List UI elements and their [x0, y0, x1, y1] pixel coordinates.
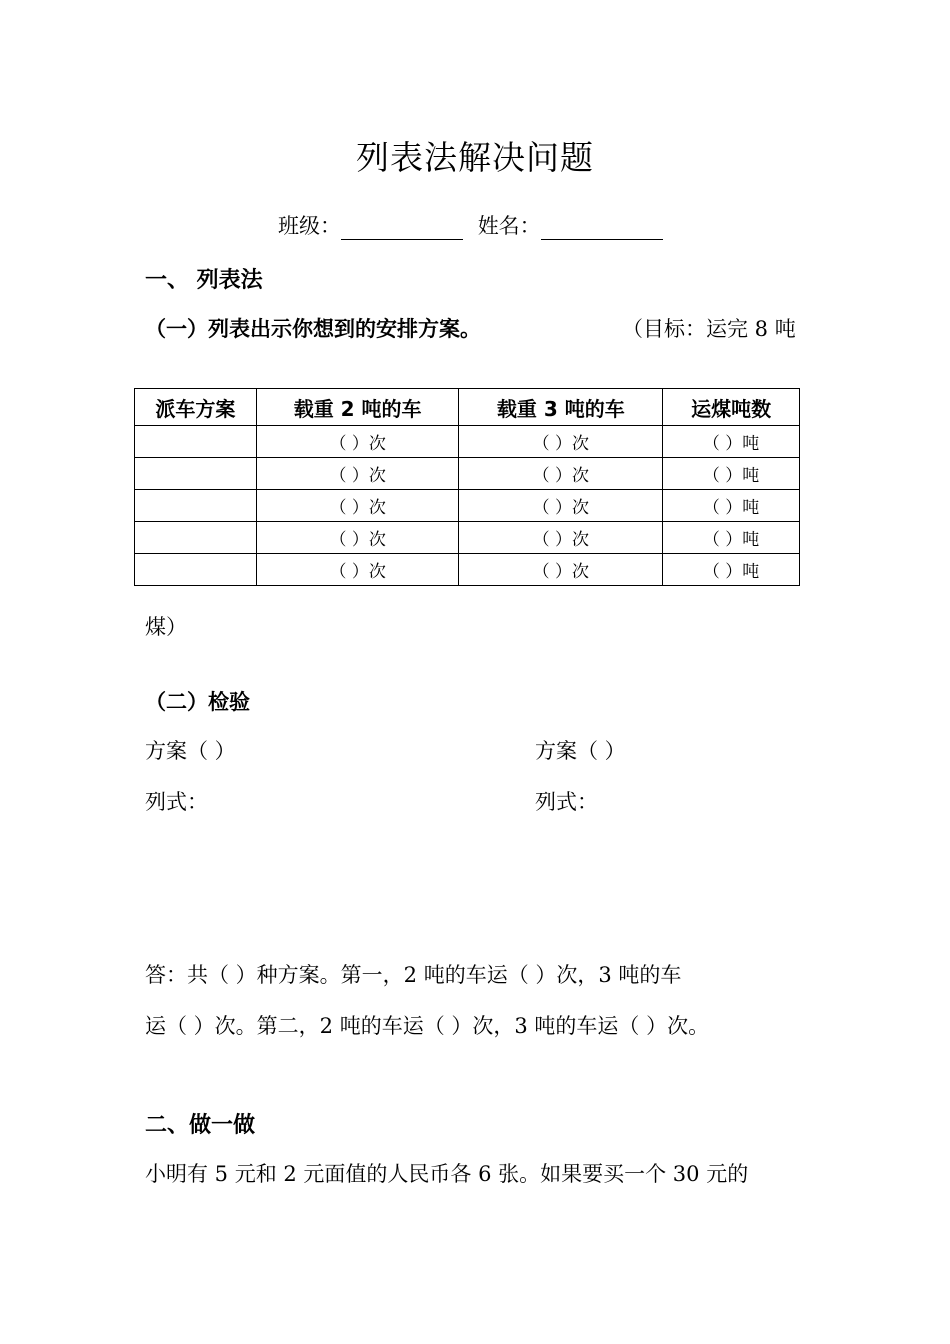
plan-cell[interactable]	[135, 458, 257, 490]
tons-cell[interactable]: （ ）吨	[663, 426, 800, 458]
trips-3ton-cell[interactable]: （ ）次	[459, 458, 663, 490]
plan-cell[interactable]	[135, 554, 257, 586]
class-label: 班级：	[278, 214, 341, 238]
trips-3ton-cell[interactable]: （ ）次	[459, 554, 663, 586]
trips-3ton-cell[interactable]: （ ）次	[459, 490, 663, 522]
page-title: 列表法解决问题	[356, 138, 594, 177]
table-row	[135, 426, 800, 458]
section1-heading: 一、 列表法	[145, 268, 263, 293]
plan-cell[interactable]	[135, 522, 257, 554]
formula-left: 列式：	[145, 790, 208, 814]
header-plan: 派车方案	[135, 389, 257, 426]
answer-line-2: 运（ ）次。第二，2 吨的车运（ ）次，3 吨的车运（ ）次。	[145, 1014, 710, 1038]
student-info	[278, 210, 671, 240]
table-header-row	[135, 389, 800, 426]
section1-sub1: （一）列表出示你想到的安排方案。	[145, 317, 481, 341]
answer-line-1: 答：共（ ）种方案。第一，2 吨的车运（ ）次，3 吨的车	[145, 963, 682, 987]
trips-2ton-cell[interactable]: （ ）次	[256, 554, 459, 586]
goal-text-end: 煤）	[145, 615, 187, 639]
plan-right: 方案（ ）	[535, 739, 626, 763]
header-3ton: 载重 3 吨的车	[459, 389, 663, 426]
tons-cell[interactable]: （ ）吨	[663, 490, 800, 522]
plan-table	[134, 388, 800, 586]
formula-right: 列式：	[535, 790, 598, 814]
tons-cell[interactable]: （ ）吨	[663, 458, 800, 490]
section2-heading: 二、做一做	[145, 1113, 256, 1138]
table-row	[135, 522, 800, 554]
plan-cell[interactable]	[135, 490, 257, 522]
table-row	[135, 554, 800, 586]
trips-3ton-cell[interactable]: （ ）次	[459, 522, 663, 554]
section1-sub2: （二）检验	[145, 690, 250, 714]
trips-2ton-cell[interactable]: （ ）次	[256, 522, 459, 554]
plan-left: 方案（ ）	[145, 739, 236, 763]
plan-cell[interactable]	[135, 426, 257, 458]
table-row	[135, 458, 800, 490]
tons-cell[interactable]: （ ）吨	[663, 554, 800, 586]
trips-2ton-cell[interactable]: （ ）次	[256, 426, 459, 458]
trips-2ton-cell[interactable]: （ ）次	[256, 490, 459, 522]
trips-2ton-cell[interactable]: （ ）次	[256, 458, 459, 490]
section2-problem: 小明有 5 元和 2 元面值的人民币各 6 张。如果要买一个 30 元的	[145, 1162, 749, 1186]
table-row	[135, 490, 800, 522]
header-2ton: 载重 2 吨的车	[256, 389, 459, 426]
tons-cell[interactable]: （ ）吨	[663, 522, 800, 554]
header-tons: 运煤吨数	[663, 389, 800, 426]
goal-text-start: （目标：运完 8 吨	[622, 317, 796, 341]
trips-3ton-cell[interactable]: （ ）次	[459, 426, 663, 458]
name-blank[interactable]	[541, 217, 663, 240]
name-label: 姓名：	[477, 214, 541, 238]
class-blank[interactable]	[341, 217, 463, 240]
